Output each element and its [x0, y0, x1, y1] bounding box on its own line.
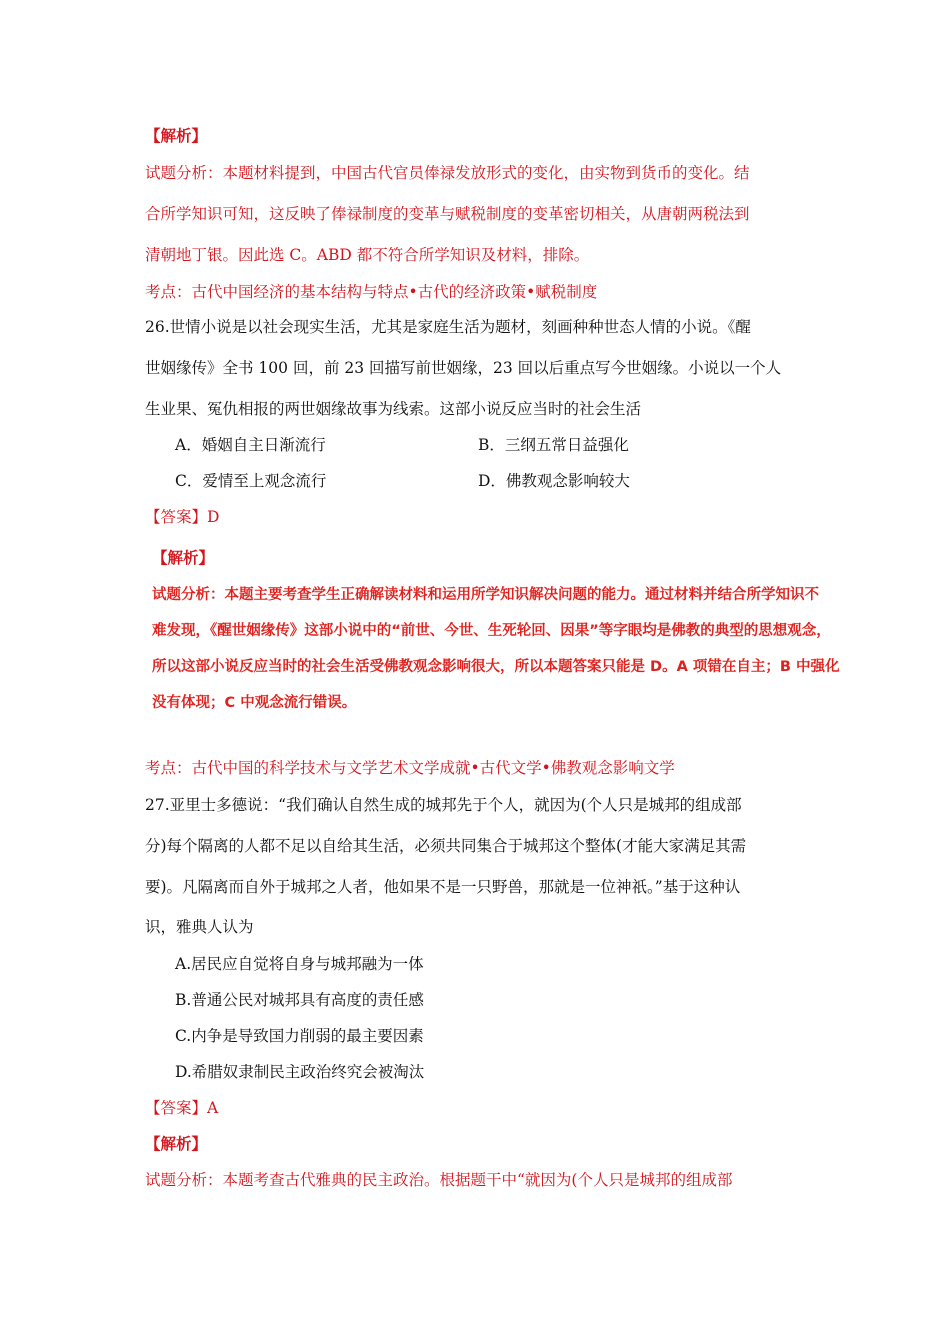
analysis-header: 【解析】 — [145, 1134, 208, 1153]
question-stem: 要)。凡隔离而自外于城邦之人者，他如果不是一只野兽，那就是一位神祇。”基于这种认 — [145, 878, 741, 896]
analysis-line: 合所学知识可知，这反映了俸禄制度的变革与赋税制度的变革密切相关，从唐朝两税法到 — [145, 205, 750, 223]
analysis-line: 难发现，《醒世姻缘传》这部小说中的“前世、今世、生死轮回、因果”等字眼均是佛教的典型的思想观念， — [152, 623, 831, 639]
option-a: A.居民应自觉将自身与城邦融为一体 — [175, 955, 424, 973]
analysis-header: 【解析】 — [145, 126, 208, 145]
analysis-header: 【解析】 — [152, 548, 215, 567]
question-stem: 世姻缘传》全书 100 回，前 23 回描写前世姻缘，23 回以后重点写今世姻缘。小说以一个人 — [145, 359, 782, 377]
question-stem: 识，雅典人认为 — [145, 918, 254, 936]
option-b: B.普通公民对城邦具有高度的责任感 — [175, 991, 424, 1009]
analysis-line: 清朝地丁银。因此选 C。ABD 都不符合所学知识及材料，排除。 — [145, 246, 590, 264]
question-stem: 生业果、冤仇相报的两世姻缘故事为线索。这部小说反应当时的社会生活 — [145, 400, 642, 418]
option-c: C.内争是导致国力削弱的最主要因素 — [175, 1027, 424, 1045]
question-stem: 27.亚里士多德说：“我们确认自然生成的城邦先于个人，就因为(个人只是城邦的组成部 — [145, 796, 742, 814]
analysis-line: 没有体现；C 中观念流行错误。 — [152, 695, 357, 711]
question-stem: 分)每个隔离的人都不足以自给其生活，必须共同集合于城邦这个整体(才能大家满足其需 — [145, 837, 747, 855]
option-d: D.希腊奴隶制民主政治终究会被淘汰 — [175, 1063, 425, 1081]
answer: 【答案】A — [145, 1099, 219, 1117]
analysis-line: 试题分析：本题主要考查学生正确解读材料和运用所学知识解决问题的能力。通过材料并结合所学知识不 — [152, 587, 819, 603]
kaodian: 考点：古代中国的科学技术与文学艺术文学成就•古代文学•佛教观念影响文学 — [145, 759, 675, 777]
option-c: C．爱情至上观念流行 — [175, 472, 327, 490]
kaodian: 考点：古代中国经济的基本结构与特点•古代的经济政策•赋税制度 — [145, 283, 598, 301]
analysis-line: 所以这部小说反应当时的社会生活受佛教观念影响很大，所以本题答案只能是 D。A 项错在自主；B 中强化 — [152, 659, 840, 675]
analysis-line: 试题分析：本题考查古代雅典的民主政治。根据题干中“就因为(个人只是城邦的组成部 — [145, 1171, 733, 1189]
option-a: A．婚姻自主日渐流行 — [175, 436, 326, 454]
analysis-line: 试题分析：本题材料提到，中国古代官员俸禄发放形式的变化，由实物到货币的变化。结 — [145, 164, 750, 182]
answer: 【答案】D — [145, 508, 220, 526]
option-d: D．佛教观念影响较大 — [478, 472, 630, 490]
option-b: B．三纲五常日益强化 — [478, 436, 629, 454]
question-stem: 26.世情小说是以社会现实生活，尤其是家庭生活为题材，刻画种种世态人情的小说。《醒 — [145, 318, 751, 336]
